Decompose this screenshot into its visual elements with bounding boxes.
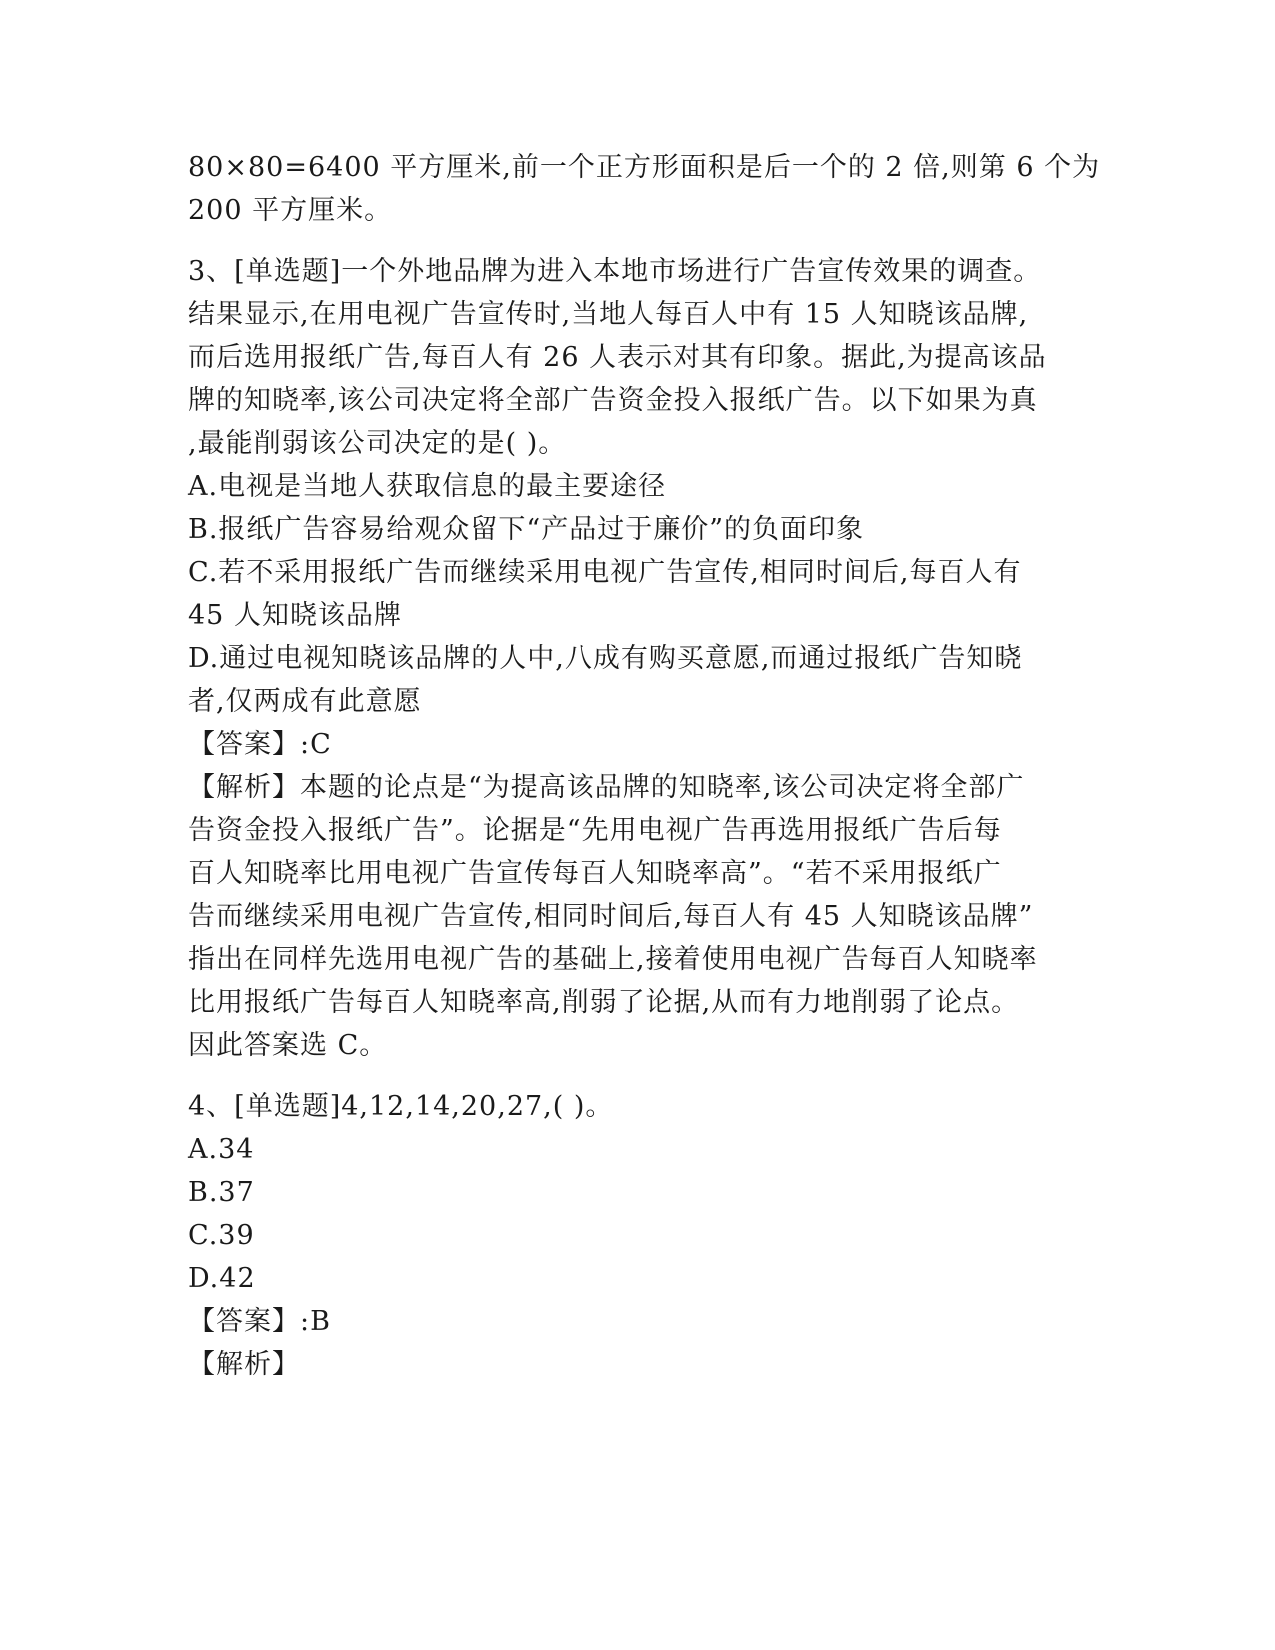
text-line: 指出在同样先选用电视广告的基础上,接着使用电视广告每百人知晓率 (188, 944, 1038, 975)
text-line: 3、[单选题]一个外地品牌为进入本地市场进行广告宣传效果的调查。 (188, 256, 1042, 287)
question-3-stem (188, 250, 1088, 465)
question-4-option-a: A.34 (188, 1134, 255, 1165)
question-3-answer: 【答案】:C (188, 729, 332, 760)
question-3-option-d (188, 637, 1088, 723)
text-line: 百人知晓率比用电视广告宣传每百人知晓率高”。“若不采用报纸广 (188, 858, 1002, 889)
text-line: 牌的知晓率,该公司决定将全部广告资金投入报纸广告。以下如果为真 (188, 385, 1038, 416)
text-line: ,最能削弱该公司决定的是( )。 (188, 428, 567, 459)
text-line: 告而继续采用电视广告宣传,相同时间后,每百人有 45 人知晓该品牌” (188, 901, 1034, 932)
question-4-analysis: 【解析】 (188, 1349, 300, 1380)
text-line: 比用报纸广告每百人知晓率高,削弱了论据,从而有力地削弱了论点。 (188, 987, 1020, 1018)
question-4-option-c: C.39 (188, 1220, 255, 1251)
question-3-analysis (188, 766, 1088, 1067)
text-line: 而后选用报纸广告,每百人有 26 人表示对其有印象。据此,为提高该品 (188, 342, 1047, 373)
question-4-option-d: D.42 (188, 1263, 256, 1294)
question-3-option-a: A.电视是当地人获取信息的最主要途径 (188, 471, 667, 502)
text-line: D.通过电视知晓该品牌的人中,八成有购买意愿,而通过报纸广告知晓 (188, 643, 1023, 674)
text-line: 者,仅两成有此意愿 (188, 686, 422, 717)
text-line: 告资金投入报纸广告”。论据是“先用电视广告再选用报纸广告后每 (188, 815, 1002, 846)
text-line: 80×80=6400 平方厘米,前一个正方形面积是后一个的 2 倍,则第 6 个为 (188, 152, 1101, 183)
question-3-option-c (188, 551, 1088, 637)
question-4-stem: 4、[单选题]4,12,14,20,27,( )。 (188, 1091, 614, 1122)
text-line: C.若不采用报纸广告而继续采用电视广告宣传,相同时间后,每百人有 (188, 557, 1022, 588)
text-line: 200 平方厘米。 (188, 195, 393, 226)
text-line: 因此答案选 C。 (188, 1030, 388, 1061)
question-4 (188, 1085, 1088, 1386)
text-line: 45 人知晓该品牌 (188, 600, 402, 631)
text-line: 【解析】本题的论点是“为提高该品牌的知晓率,该公司决定将全部广 (188, 772, 1025, 803)
question-3 (188, 250, 1088, 1067)
question-4-option-b: B.37 (188, 1177, 255, 1208)
previous-question-analysis-continuation (188, 146, 1101, 232)
question-3-option-b: B.报纸广告容易给观众留下“产品过于廉价”的负面印象 (188, 514, 865, 545)
document-page (188, 146, 1101, 1386)
question-4-answer: 【答案】:B (188, 1306, 331, 1337)
text-line: 结果显示,在用电视广告宣传时,当地人每百人中有 15 人知晓该品牌, (188, 299, 1029, 330)
